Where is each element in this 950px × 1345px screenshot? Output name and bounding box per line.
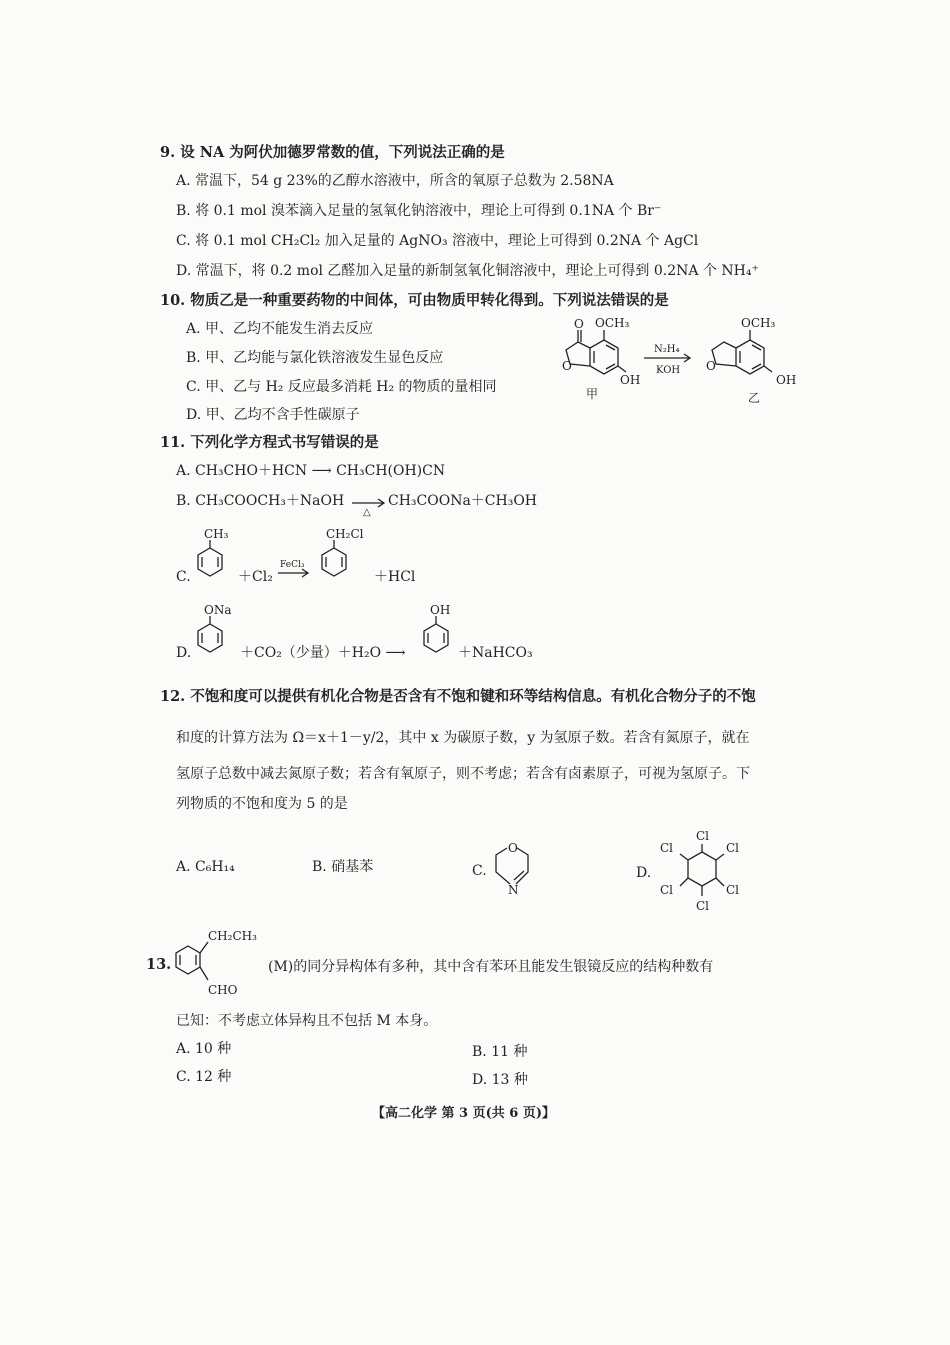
q10-stem: 10. 物质乙是一种重要药物的中间体，可由物质甲转化得到。下列说法错误的是	[160, 292, 669, 309]
q12-d-label: D.	[636, 865, 652, 881]
q13-ethyl: CH₂CH₃	[208, 929, 257, 943]
reagent-n2h4: N₂H₄	[654, 344, 680, 355]
q12-d-cl-6: Cl	[696, 899, 710, 913]
q12-c-oxazine-structure	[490, 838, 540, 898]
compound-jia-structure	[566, 330, 626, 374]
q11-option-a: A. CH₃CHO＋HCN ⟶ CH₃CH(OH)CN	[176, 463, 446, 479]
q12-option-b: B. 硝基苯	[312, 859, 374, 875]
page-footer: 【高二化学 第 3 页(共 6 页)】	[372, 1106, 556, 1121]
q11-c-ch2cl: CH₂Cl	[326, 527, 364, 541]
q11-c-label: C.	[176, 569, 191, 585]
q10-option-a: A. 甲、乙均不能发生消去反应	[186, 321, 374, 337]
q13-molecule-m	[166, 922, 276, 1002]
jia-ring-o: O	[562, 359, 572, 373]
q9-option-c: C. 将 0.1 mol CH₂Cl₂ 加入足量的 AgNO₃ 溶液中，理论上可得到 0.2NA 个 AgCl	[176, 233, 699, 249]
q11-d-reagents: ＋CO₂（少量）＋H₂O ⟶	[240, 645, 406, 661]
yi-oh: OH	[776, 373, 797, 387]
q12-c-label: C.	[472, 863, 487, 879]
q13-option-b: B. 11 种	[472, 1044, 528, 1060]
q11-c-hcl: ＋HCl	[374, 569, 416, 585]
yi-label: 乙	[748, 391, 761, 405]
q12-c-oxygen: O	[508, 841, 518, 855]
q11-b-arrow	[352, 494, 386, 516]
q11-d-oh: OH	[430, 603, 451, 617]
q13-option-d: D. 13 种	[472, 1072, 528, 1088]
q13-number: 13.	[146, 956, 172, 973]
q11-c-toluene	[192, 528, 232, 590]
q13-note: 已知：不考虑立体异构且不包括 M 本身。	[176, 1013, 438, 1029]
reagent-koh: KOH	[656, 365, 681, 376]
q12-line4: 列物质的不饱和度为 5 的是	[176, 796, 348, 812]
q13-stem: (M)的同分异构体有多种，其中含有苯环且能发生银镜反应的结构种数有	[268, 959, 714, 975]
q12-d-cl-1: Cl	[696, 829, 710, 843]
q11-c-cl2: ＋Cl₂	[238, 569, 273, 585]
q12-c-nitrogen: N	[508, 883, 519, 897]
jia-ketone-o: O	[574, 317, 584, 331]
jia-och3: OCH₃	[595, 316, 630, 330]
q11-d-ona: ONa	[204, 603, 232, 617]
q9-stem: 9. 设 NA 为阿伏加德罗常数的值，下列说法正确的是	[160, 144, 505, 161]
compound-yi-structure	[712, 330, 772, 374]
q12-d-hexachlorocyclohexane	[656, 822, 756, 922]
q13-option-a: A. 10 种	[176, 1041, 232, 1057]
q11-c-benzyl-chloride	[316, 528, 376, 590]
q9-option-b: B. 将 0.1 mol 溴苯滴入足量的氢氧化钠溶液中，理论上可得到 0.1NA 个 Br⁻	[176, 203, 662, 219]
q12-d-cl-4: Cl	[726, 883, 740, 897]
q11-c-fecl3: FeCl₃	[280, 560, 305, 570]
q11-c-arrow	[278, 558, 312, 580]
q11-option-b-left: B. CH₃COOCH₃＋NaOH	[176, 493, 345, 509]
q11-stem: 11. 下列化学方程式书写错误的是	[160, 434, 379, 451]
q11-d-nahco3: ＋NaHCO₃	[458, 645, 533, 661]
q12-option-a: A. C₆H₁₄	[176, 859, 235, 875]
q9-option-d: D. 常温下，将 0.2 mol 乙醛加入足量的新制氢氧化铜溶液中，理论上可得到 0.2NA 个 NH₄⁺	[176, 263, 759, 279]
q10-reaction-scheme	[540, 318, 810, 408]
q11-option-b-right: CH₃COONa＋CH₃OH	[388, 493, 538, 509]
q11-b-heat: △	[363, 507, 371, 518]
q13-option-c: C. 12 种	[176, 1069, 232, 1085]
q13-aldehyde: CHO	[208, 983, 238, 997]
q12-line2: 和度的计算方法为 Ω＝x＋1－y/2，其中 x 为碳原子数，y 为氢原子数。若含有氮原子，就在	[176, 730, 750, 746]
q11-d-label: D.	[176, 645, 192, 661]
yi-ring-o: O	[706, 359, 716, 373]
q11-d-sodium-phenoxide	[192, 604, 236, 666]
q12-line1: 12. 不饱和度可以提供有机化合物是否含有不饱和键和环等结构信息。有机化合物分子的不饱	[160, 688, 756, 705]
q11-c-ch3: CH₃	[204, 527, 229, 541]
q12-d-cl-5: Cl	[660, 883, 674, 897]
q10-option-d: D. 甲、乙均不含手性碳原子	[186, 407, 360, 423]
q9-option-a: A. 常温下，54 g 23%的乙醇水溶液中，所含的氧原子总数为 2.58NA	[176, 173, 614, 189]
yi-och3: OCH₃	[741, 316, 776, 330]
q10-option-b: B. 甲、乙均能与氯化铁溶液发生显色反应	[186, 350, 444, 366]
q10-option-c: C. 甲、乙与 H₂ 反应最多消耗 H₂ 的物质的量相同	[186, 379, 497, 395]
q12-d-cl-2: Cl	[726, 841, 740, 855]
jia-label: 甲	[586, 387, 599, 401]
q12-d-cl-3: Cl	[660, 841, 674, 855]
q11-d-phenol	[418, 604, 462, 666]
q12-line3: 氢原子总数中减去氮原子数；若含有氧原子，则不考虑；若含有卤素原子，可视为氢原子。下	[176, 766, 750, 782]
jia-oh: OH	[620, 373, 641, 387]
